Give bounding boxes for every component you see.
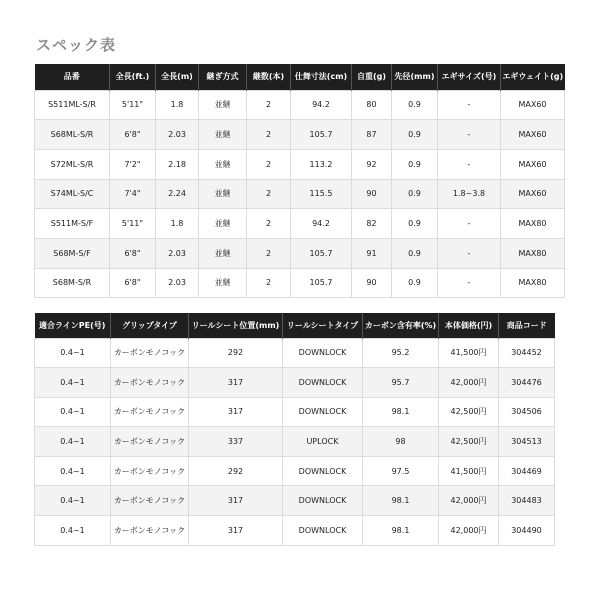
table-cell: UPLOCK bbox=[283, 427, 363, 457]
table-cell: 90 bbox=[352, 179, 392, 209]
table-row bbox=[35, 456, 555, 486]
table-cell: 0.4~1 bbox=[35, 486, 111, 516]
table-cell: 94.2 bbox=[291, 209, 352, 239]
table-cell: MAX60 bbox=[501, 120, 565, 150]
table-cell: 98.1 bbox=[363, 486, 439, 516]
table-cell: 2 bbox=[247, 209, 291, 239]
table-cell: 304469 bbox=[499, 456, 555, 486]
table-cell: 並継 bbox=[199, 149, 247, 179]
table-header-row bbox=[35, 313, 555, 338]
page-title: スペック表 bbox=[36, 36, 117, 54]
table-cell: 98 bbox=[363, 427, 439, 457]
table-cell: 0.9 bbox=[392, 209, 438, 239]
table-cell: 1.8 bbox=[156, 209, 199, 239]
table-cell: 2 bbox=[247, 149, 291, 179]
column-header: 全長(ft.) bbox=[110, 64, 156, 90]
table-cell: 98.1 bbox=[363, 516, 439, 546]
table-cell: - bbox=[438, 209, 501, 239]
table-cell: 2.24 bbox=[156, 179, 199, 209]
table-cell: 317 bbox=[189, 397, 283, 427]
table-cell: カーボンモノコック bbox=[111, 397, 189, 427]
table-cell: S511M-S/F bbox=[35, 209, 110, 239]
column-header: 自重(g) bbox=[352, 64, 392, 90]
table-cell: 292 bbox=[189, 338, 283, 368]
table-cell: 0.4~1 bbox=[35, 368, 111, 398]
table-cell: カーボンモノコック bbox=[111, 338, 189, 368]
table-cell: 並継 bbox=[199, 90, 247, 120]
table-cell: 6'8" bbox=[110, 268, 156, 298]
table-cell: 2.03 bbox=[156, 268, 199, 298]
column-header: グリップタイプ bbox=[111, 313, 189, 338]
table-cell: MAX80 bbox=[501, 238, 565, 268]
column-header: カーボン含有率(%) bbox=[363, 313, 439, 338]
table-cell: カーボンモノコック bbox=[111, 427, 189, 457]
spec-table-1 bbox=[34, 64, 565, 298]
table-row bbox=[35, 427, 555, 457]
table-cell: 5'11" bbox=[110, 90, 156, 120]
column-header: エギウェイト(g) bbox=[501, 64, 565, 90]
table-cell: 304490 bbox=[499, 516, 555, 546]
table-cell: 113.2 bbox=[291, 149, 352, 179]
column-header: リールシート位置(mm) bbox=[189, 313, 283, 338]
table-cell: 0.9 bbox=[392, 90, 438, 120]
table-cell: 0.4~1 bbox=[35, 397, 111, 427]
table-cell: 並継 bbox=[199, 268, 247, 298]
column-header: 先径(mm) bbox=[392, 64, 438, 90]
table-cell: 0.9 bbox=[392, 238, 438, 268]
column-header: リールシートタイプ bbox=[283, 313, 363, 338]
table-cell: 317 bbox=[189, 368, 283, 398]
table-cell: 95.7 bbox=[363, 368, 439, 398]
table-cell: 並継 bbox=[199, 209, 247, 239]
table-cell: 1.8 bbox=[156, 90, 199, 120]
column-header: 継ぎ方式 bbox=[199, 64, 247, 90]
table-cell: S68M-S/F bbox=[35, 238, 110, 268]
table-cell: 並継 bbox=[199, 238, 247, 268]
table-cell: MAX80 bbox=[501, 268, 565, 298]
table-cell: - bbox=[438, 268, 501, 298]
table-cell: 87 bbox=[352, 120, 392, 150]
column-header: 品番 bbox=[35, 64, 110, 90]
table-cell: カーボンモノコック bbox=[111, 456, 189, 486]
table-cell: カーボンモノコック bbox=[111, 516, 189, 546]
table-cell: 41,500円 bbox=[439, 456, 499, 486]
table-cell: 0.9 bbox=[392, 120, 438, 150]
table-cell: 82 bbox=[352, 209, 392, 239]
table-cell: 2 bbox=[247, 238, 291, 268]
table-row bbox=[35, 90, 565, 120]
table-cell: 42,000円 bbox=[439, 516, 499, 546]
table-cell: S68M-S/R bbox=[35, 268, 110, 298]
table-cell: 105.7 bbox=[291, 238, 352, 268]
table-cell: カーボンモノコック bbox=[111, 368, 189, 398]
column-header: 商品コード bbox=[499, 313, 555, 338]
table-cell: MAX60 bbox=[501, 90, 565, 120]
table-cell: 7'2" bbox=[110, 149, 156, 179]
table-cell: 0.9 bbox=[392, 268, 438, 298]
table-cell: 115.5 bbox=[291, 179, 352, 209]
table-cell: 337 bbox=[189, 427, 283, 457]
table-cell: 並継 bbox=[199, 120, 247, 150]
table-row bbox=[35, 516, 555, 546]
column-header: エギサイズ(号) bbox=[438, 64, 501, 90]
table-cell: 304452 bbox=[499, 338, 555, 368]
table-cell: MAX60 bbox=[501, 149, 565, 179]
table-cell: 41,500円 bbox=[439, 338, 499, 368]
table-cell: 80 bbox=[352, 90, 392, 120]
table-cell: 317 bbox=[189, 486, 283, 516]
table-cell: 0.9 bbox=[392, 179, 438, 209]
table-cell: 304506 bbox=[499, 397, 555, 427]
table-cell: DOWNLOCK bbox=[283, 516, 363, 546]
table-row bbox=[35, 120, 565, 150]
table-cell: - bbox=[438, 149, 501, 179]
column-header: 全長(m) bbox=[156, 64, 199, 90]
table-cell: - bbox=[438, 90, 501, 120]
table-row bbox=[35, 338, 555, 368]
table-cell: 0.4~1 bbox=[35, 456, 111, 486]
table-cell: 42,000円 bbox=[439, 486, 499, 516]
table-cell: 0.4~1 bbox=[35, 338, 111, 368]
table-cell: DOWNLOCK bbox=[283, 486, 363, 516]
table-cell: 2.03 bbox=[156, 120, 199, 150]
table-cell: 98.1 bbox=[363, 397, 439, 427]
table-cell: 0.4~1 bbox=[35, 516, 111, 546]
table-cell: MAX60 bbox=[501, 179, 565, 209]
table-cell: 2 bbox=[247, 120, 291, 150]
table-cell: 95.2 bbox=[363, 338, 439, 368]
table-cell: - bbox=[438, 120, 501, 150]
table-cell: 42,500円 bbox=[439, 397, 499, 427]
table-cell: 2 bbox=[247, 90, 291, 120]
table-cell: 304513 bbox=[499, 427, 555, 457]
table-cell: 304483 bbox=[499, 486, 555, 516]
table-cell: DOWNLOCK bbox=[283, 338, 363, 368]
table-row bbox=[35, 268, 565, 298]
table-cell: 304476 bbox=[499, 368, 555, 398]
table-cell: S72ML-S/R bbox=[35, 149, 110, 179]
column-header: 本体価格(円) bbox=[439, 313, 499, 338]
column-header: 適合ラインPE(号) bbox=[35, 313, 111, 338]
table-cell: 90 bbox=[352, 268, 392, 298]
table-cell: 2.18 bbox=[156, 149, 199, 179]
table-row bbox=[35, 238, 565, 268]
column-header: 仕舞寸法(cm) bbox=[291, 64, 352, 90]
table-cell: 2 bbox=[247, 268, 291, 298]
table-row bbox=[35, 209, 565, 239]
table-cell: 2 bbox=[247, 179, 291, 209]
table-cell: 317 bbox=[189, 516, 283, 546]
table-cell: 5'11" bbox=[110, 209, 156, 239]
table-cell: 6'8" bbox=[110, 120, 156, 150]
table-cell: 0.4~1 bbox=[35, 427, 111, 457]
table-cell: 97.5 bbox=[363, 456, 439, 486]
table-cell: 0.9 bbox=[392, 149, 438, 179]
table-cell: 91 bbox=[352, 238, 392, 268]
table-row bbox=[35, 397, 555, 427]
table-cell: 292 bbox=[189, 456, 283, 486]
table-cell: 2.03 bbox=[156, 238, 199, 268]
table-cell: S511ML-S/R bbox=[35, 90, 110, 120]
table-cell: MAX80 bbox=[501, 209, 565, 239]
spec-table-2 bbox=[34, 313, 555, 546]
table-cell: 7'4" bbox=[110, 179, 156, 209]
table-cell: DOWNLOCK bbox=[283, 368, 363, 398]
table-cell: 92 bbox=[352, 149, 392, 179]
table-row bbox=[35, 368, 555, 398]
table-cell: 105.7 bbox=[291, 268, 352, 298]
table-cell: 42,500円 bbox=[439, 427, 499, 457]
table-cell: S68ML-S/R bbox=[35, 120, 110, 150]
table-cell: 94.2 bbox=[291, 90, 352, 120]
table-cell: DOWNLOCK bbox=[283, 397, 363, 427]
table-cell: 1.8~3.8 bbox=[438, 179, 501, 209]
table-cell: S74ML-S/C bbox=[35, 179, 110, 209]
table-cell: 42,000円 bbox=[439, 368, 499, 398]
table-row bbox=[35, 149, 565, 179]
table-cell: 並継 bbox=[199, 179, 247, 209]
column-header: 継数(本) bbox=[247, 64, 291, 90]
table-cell: - bbox=[438, 238, 501, 268]
table-cell: DOWNLOCK bbox=[283, 456, 363, 486]
table-cell: 6'8" bbox=[110, 238, 156, 268]
table-row bbox=[35, 486, 555, 516]
table-cell: 105.7 bbox=[291, 120, 352, 150]
table-cell: カーボンモノコック bbox=[111, 486, 189, 516]
table-row bbox=[35, 179, 565, 209]
table-header-row bbox=[35, 64, 565, 90]
